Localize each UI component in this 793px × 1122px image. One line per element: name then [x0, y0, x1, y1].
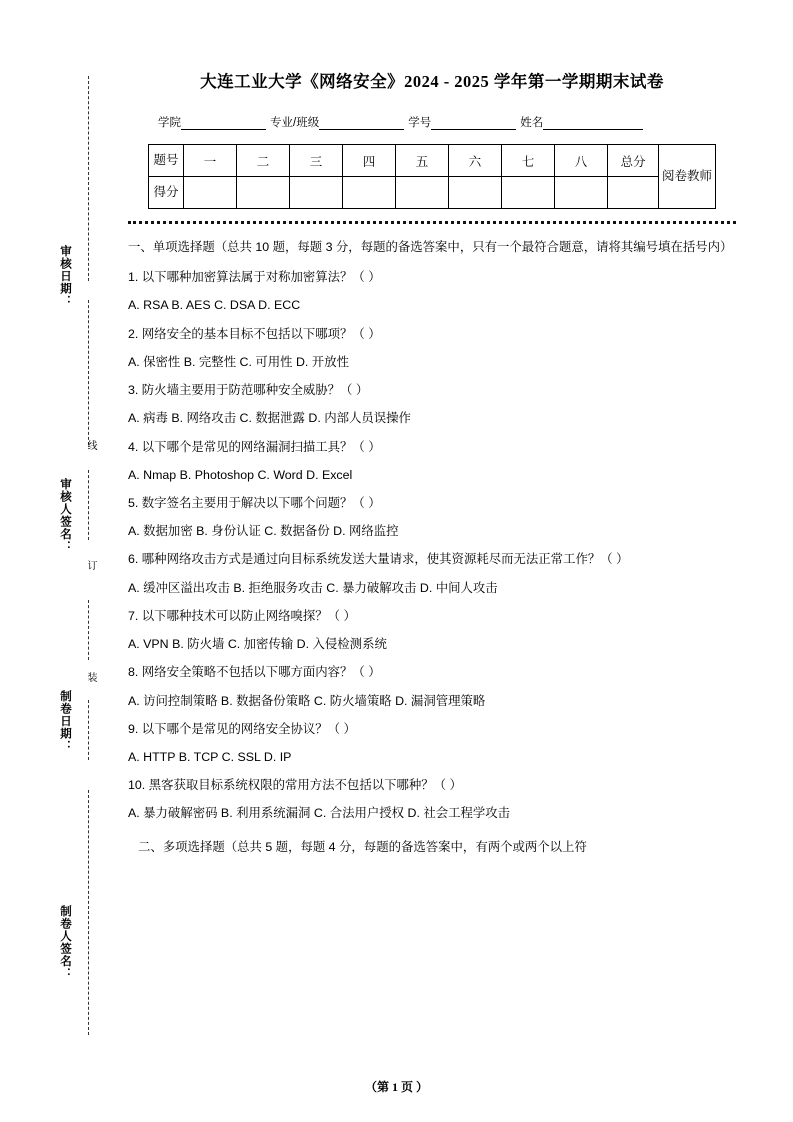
- dashed-line-segment-2: [88, 300, 89, 445]
- question-5-options: A. 数据加密 B. 身份认证 C. 数据备份 D. 网络监控: [128, 524, 399, 539]
- field-student-id-input[interactable]: [431, 116, 516, 130]
- question-2: [128, 325, 736, 344]
- question-10: [128, 776, 736, 795]
- question-7-text: 以下哪种技术可以防止网络嗅探？（ ）: [141, 608, 356, 623]
- margin-label-make-date: 制卷日期：: [59, 690, 71, 753]
- score-table: [148, 144, 716, 209]
- section-divider: [128, 221, 736, 224]
- question-10-options: A. 暴力破解密码 B. 利用系统漏洞 C. 合法用户授权 D. 社会工程学攻击: [128, 806, 511, 821]
- question-8-number: 8.: [128, 665, 139, 680]
- dashed-line-segment-3: [88, 470, 89, 540]
- question-10-number: 10.: [128, 778, 146, 793]
- question-3: [128, 381, 736, 400]
- score-col-1: 一: [184, 145, 237, 177]
- question-9-text: 以下哪个是常见的网络安全协议？（ ）: [141, 721, 356, 736]
- score-cell-7[interactable]: [502, 177, 555, 209]
- question-1-options: A. RSA B. AES C. DSA D. ECC: [128, 298, 301, 313]
- question-1-text: 以下哪种加密算法属于对称加密算法？（ ）: [141, 270, 381, 285]
- score-col-teacher: 阅卷教师: [659, 145, 716, 209]
- margin-label-review-date: 审核日期：: [59, 245, 71, 308]
- question-6-options: A. 缓冲区溢出攻击 B. 拒绝服务攻击 C. 暴力破解攻击 D. 中间人攻击: [128, 580, 498, 595]
- margin-label-reviewer-signature: 审核人签名：: [59, 478, 71, 553]
- question-2-number: 2.: [128, 326, 139, 341]
- field-major-class: [270, 114, 404, 130]
- question-8-text: 网络安全策略不包括以下哪方面内容？（ ）: [141, 665, 381, 680]
- score-cell-4[interactable]: [343, 177, 396, 209]
- score-col-3: 三: [290, 145, 343, 177]
- question-4-options: A. Nmap B. Photoshop C. Word D. Excel: [128, 467, 353, 482]
- margin-label-maker-signature: 制卷人签名：: [59, 905, 71, 980]
- question-2-text: 网络安全的基本目标不包括以下哪项？（ ）: [141, 326, 381, 341]
- score-cell-3[interactable]: [290, 177, 343, 209]
- field-major-class-label: 专业/班级: [270, 117, 320, 129]
- score-cell-5[interactable]: [396, 177, 449, 209]
- margin-label-staple: 装: [85, 672, 96, 684]
- score-col-total: 总分: [608, 145, 659, 177]
- question-4: [128, 438, 736, 457]
- score-cell-6[interactable]: [449, 177, 502, 209]
- question-6: [128, 550, 736, 569]
- field-college-input[interactable]: [181, 116, 266, 130]
- question-3-text: 防火墙主要用于防范哪种安全威胁？（ ）: [141, 383, 369, 398]
- section-heading-2: 二、多项选择题（总共 5 题，每题 4 分，每题的备选答案中，有两个或两个以上符: [138, 839, 587, 854]
- question-6-number: 6.: [128, 552, 139, 567]
- field-name-label: 姓名: [520, 117, 544, 129]
- score-cell-2[interactable]: [237, 177, 290, 209]
- question-1-number: 1.: [128, 270, 139, 285]
- left-margin-annotations: [0, 0, 120, 1122]
- question-9-options: A. HTTP B. TCP C. SSL D. IP: [128, 749, 292, 764]
- question-6-text: 哪种网络攻击方式是通过向目标系统发送大量请求，使其资源耗尽而无法正常工作？（ ）: [141, 552, 629, 567]
- section-heading-1: 一、单项选择题（总共 10 题，每题 3 分，每题的备选答案中，只有一个最符合题意，请将其编号填在括号内）: [128, 240, 733, 254]
- dashed-line-segment-4: [88, 600, 89, 660]
- table-row-scores: [149, 177, 716, 209]
- exam-sheet: [128, 68, 736, 857]
- field-major-class-input[interactable]: [319, 116, 404, 130]
- question-1: [128, 268, 736, 287]
- dashed-line-segment-1: [88, 76, 89, 281]
- field-student-id: [408, 114, 516, 130]
- field-college-label: 学院: [158, 117, 181, 129]
- score-cell-total[interactable]: [608, 177, 659, 209]
- exam-body: [128, 238, 736, 857]
- score-col-8: 八: [555, 145, 608, 177]
- row-label-score: 得分: [149, 177, 184, 209]
- score-col-4: 四: [343, 145, 396, 177]
- score-cell-8[interactable]: [555, 177, 608, 209]
- question-3-number: 3.: [128, 383, 139, 398]
- question-7-options: A. VPN B. 防火墙 C. 加密传输 D. 入侵检测系统: [128, 637, 387, 652]
- question-3-options: A. 病毒 B. 网络攻击 C. 数据泄露 D. 内部人员误操作: [128, 411, 411, 426]
- field-name: [520, 114, 643, 130]
- score-col-6: 六: [449, 145, 502, 177]
- question-9-number: 9.: [128, 721, 139, 736]
- question-7-number: 7.: [128, 608, 139, 623]
- page-title: 大连工业大学《网络安全》2024 - 2025 学年第一学期期末试卷: [200, 72, 664, 91]
- row-label-question-number: 题号: [149, 145, 184, 177]
- question-4-text: 以下哪个是常见的网络漏洞扫描工具？（ ）: [141, 439, 381, 454]
- score-col-7: 七: [502, 145, 555, 177]
- question-9: [128, 720, 736, 739]
- dashed-line-segment-5: [88, 700, 89, 760]
- margin-label-bind: 订: [85, 560, 96, 572]
- question-5-number: 5.: [128, 495, 139, 510]
- question-10-text: 黑客获取目标系统权限的常用方法不包括以下哪种？（ ）: [148, 778, 462, 793]
- field-student-id-label: 学号: [408, 117, 432, 129]
- question-5-text: 数字签名主要用于解决以下哪个问题？（ ）: [141, 495, 381, 510]
- score-cell-1[interactable]: [184, 177, 237, 209]
- score-col-2: 二: [237, 145, 290, 177]
- student-info-row: [128, 102, 736, 140]
- dashed-line-segment-6: [88, 790, 89, 1035]
- question-2-options: A. 保密性 B. 完整性 C. 可用性 D. 开放性: [128, 354, 349, 369]
- question-7: [128, 607, 736, 626]
- margin-label-line: 线: [85, 440, 96, 452]
- table-row-question-numbers: [149, 145, 716, 177]
- question-8: [128, 663, 736, 682]
- question-5: [128, 494, 736, 513]
- page-footer: （第 1 页 ）: [364, 1080, 428, 1094]
- field-college: [158, 114, 266, 130]
- question-8-options: A. 访问控制策略 B. 数据备份策略 C. 防火墙策略 D. 漏洞管理策略: [128, 693, 486, 708]
- field-name-input[interactable]: [543, 116, 643, 130]
- question-4-number: 4.: [128, 439, 139, 454]
- score-col-5: 五: [396, 145, 449, 177]
